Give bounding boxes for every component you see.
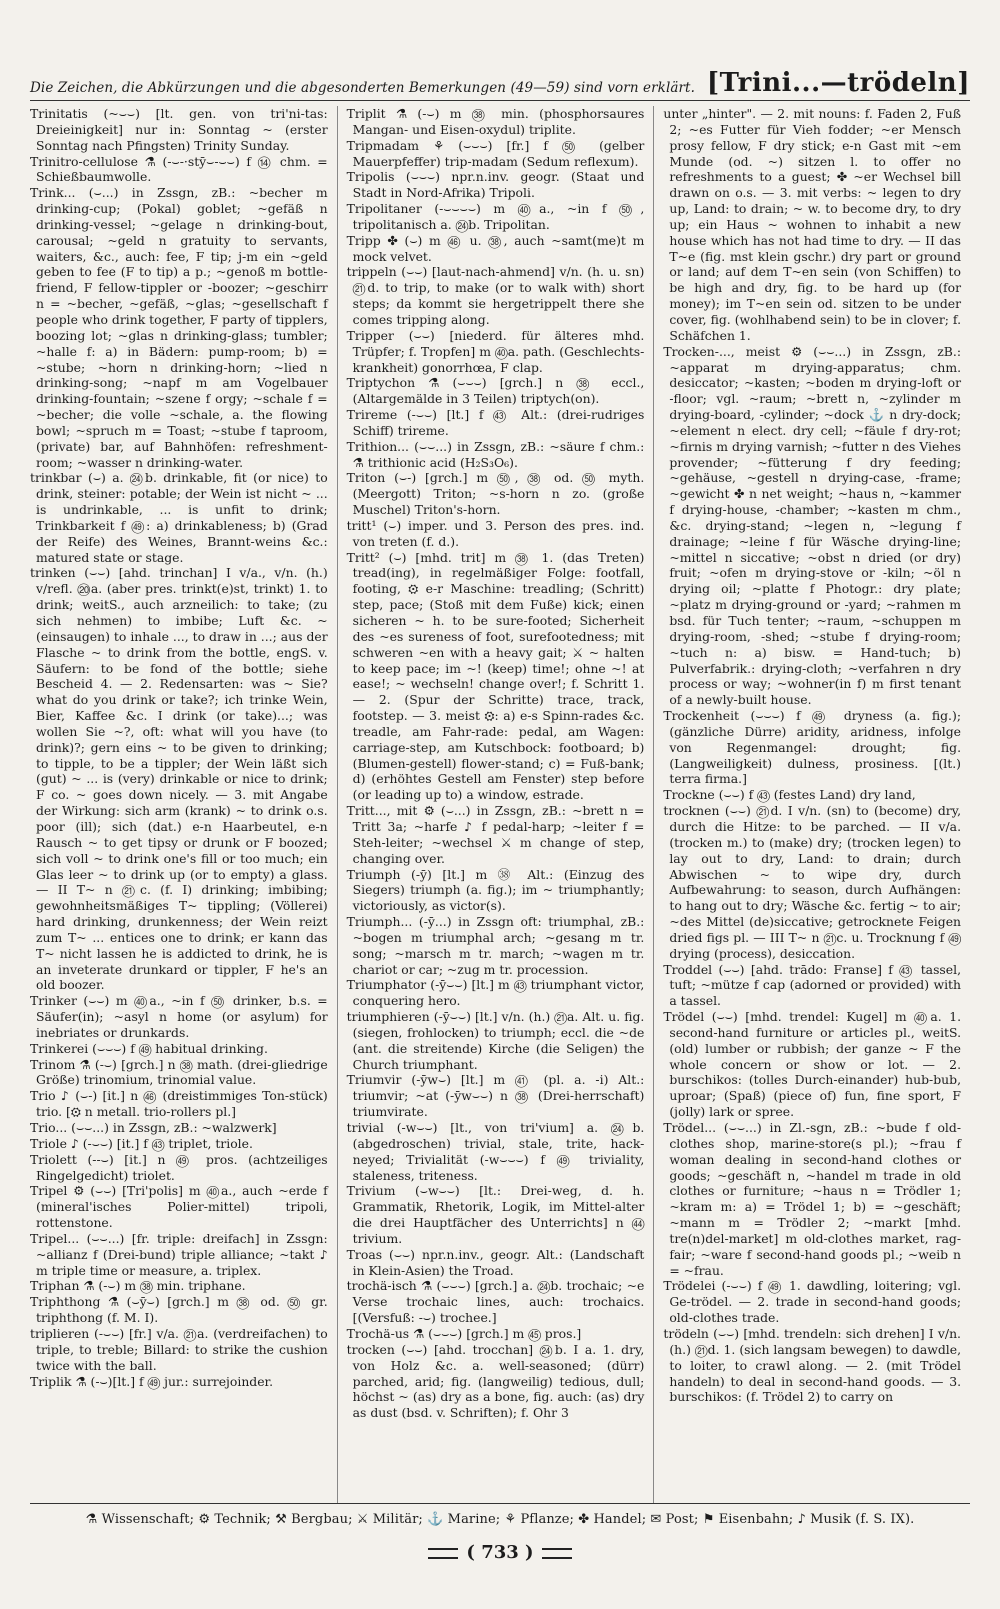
dictionary-entry: Tripmadam ⚘ (⌣⌣⌣) [fr.] f ㊿ (gelber Mauerpfeffer) trip-madam (Sedum reflexum).	[346, 137, 645, 169]
header-entry-range: [Trini...—trödeln]	[706, 68, 970, 98]
dictionary-entry: Trinker (⌣⌣) m ㊵a., ~in f ㊿ drinker, b.s. = Säufer(in); ~asyl n home (or asylum) for inebriates or drunkards.	[30, 993, 328, 1040]
dictionary-entry: Triumph... (-ȳ...) in Zssgn oft: triumphal, zB.: ~bogen m triumphal arch; ~gesang m tr. song; ~marsch m tr. march; ~wagen m tr. chariot or car; ~zug m tr. procession.	[346, 914, 645, 977]
dictionary-entry: Trödelei (-⌣⌣) f ㊾ 1. dawdling, loitering; vgl. Ge-trödel. — 2. trade in second-hand goods; old-clothes trade.	[663, 1278, 962, 1326]
dictionary-entry: Tripolitaner (-⌣⌣⌣⌣) m ㊵a., ~in f ㊿, tripolitanisch a. ㉔b. Tripolitan.	[346, 201, 645, 232]
dictionary-entry: triplieren (-⌣⌣) [fr.] v/a. ㉑a. (verdreifachen) to triple, to treble; Billard: to strike the cushion twice with the ball.	[30, 1325, 328, 1373]
dictionary-entry: trocken (⌣⌣) [ahd. trocchan] ㉔b. I a. 1. dry, von Holz &c. a. well-seasoned; (dürr) parched, arid; fig. (langweilig) tedious, dull; höchst ~ (as) dry as a bone, fig. auch: (as) dry as dust (bsd. v. Schriften); f. Ohr 3	[346, 1341, 645, 1421]
dictionary-entry: Trio... (⌣⌣...) in Zssgn, zB.: ~walzwerk]	[30, 1120, 277, 1135]
dictionary-entry: trochä-isch ⚗ (⌣⌣⌣) [grch.] a. ㉔b. trochaic; ~e Verse trochaic lines, auch: trochaics. [(Versfuß: -⌣) trochee.]	[346, 1278, 645, 1326]
page-number-ornament-left	[428, 1548, 458, 1559]
dictionary-entry: Trithion... (⌣⌣...) in Zssgn, zB.: ~säure f chm.: ⚗ trithionic acid (H₂S₃O₆).	[346, 438, 645, 470]
dictionary-entry: Triton (⌣-) [grch.] m ㊿, ㊳ od. ㊿ myth. (Meergott) Triton; ~s-horn n zo. (große Muschel) Triton's-horn.	[346, 470, 645, 518]
dictionary-entry: Tripp ✤ (⌣) m ㊻ u. ㊳, auch ~samt(me)t m mock velvet.	[346, 232, 645, 264]
page-number-text: ( 733 )	[466, 1542, 534, 1563]
dictionary-entry: Troas (⌣⌣) npr.n.inv., geogr. Alt.: (Landschaft in Klein-Asien) the Troad.	[346, 1246, 645, 1278]
symbol-legend: ⚗ Wissenschaft; ⚙ Technik; ⚒ Bergbau; ⚔ Militär; ⚓ Marine; ⚘ Pflanze; ✤ Handel; ✉ Post; ⚑ Eisenbahn; ♪ Musik (f. S. IX).	[85, 1512, 915, 1527]
dictionary-entry: trippeln (⌣⌣) [laut-nach-ahmend] v/n. (h. u. sn) ㉑d. to trip, to make (or to walk with) short steps; da kommt sie hergetrippelt there she comes tripping along.	[346, 264, 645, 327]
dictionary-entry: Trinitro-cellulose ⚗ (-⌣-·stȳ⌣-⌣⌣) f ⑭ chm. = Schießbaumwolle.	[30, 153, 328, 185]
dictionary-entry: Triumvir (-ȳw⌣) [lt.] m ㊶ (pl. a. -i) Alt.: triumvir; ~at (-ȳw⌣⌣) n ㊳ (Drei-herrschaft) triumvirate.	[346, 1072, 645, 1120]
column-1	[30, 106, 338, 1504]
dictionary-entry: Triole ♪ (-⌣⌣) [it.] f ㊸ triplet, triole.	[30, 1135, 253, 1151]
dictionary-entry: Trockne (⌣⌣) f ㊸ (festes Land) dry land,	[663, 787, 916, 803]
dictionary-entry: Trocken-..., meist ⚙ (⌣⌣...) in Zssgn, zB.: ~apparat m drying-apparatus; chm. desiccator; ~kasten; ~boden m drying-loft or -floor; vgl. ~raum; ~brett n, ~zylinder m drying-board, -cylinder; ~dock ⚓ n dry-dock; ~element n elect. dry cell; ~fäule f dry-rot; ~firnis m drying varnish; ~futter n des Viehes provender; ~fütterung f dry feeding; ~gehäuse, ~gestell n drying-case, -frame; ~gewicht ✤ n net weight; ~haus n, ~kammer f drying-house, -chamber; ~kasten m chm., &c. drying-stand; ~legen n, ~legung f drainage; ~leine f für Wäsche drying-line; ~mittel n siccative; ~obst n dried (or dry) fruit; ~ofen m drying-stove or -kiln; ~öl n drying oil; ~platte f Photogr.: dry plate; ~platz m drying-ground or -yard; ~rahmen m bsd. für Tuch tenter; ~raum, ~schuppen m drying-room, -shed; ~stube f drying-room; ~tuch n: a) bisw. = Hand-tuch; b) Pulverfabrik.: drying-cloth; ~verfahren n dry process or way; ~wohner(in f) m first tenant of a newly-built house.	[663, 343, 962, 708]
dictionary-entry: Trochä-us ⚗ (⌣⌣⌣) [grch.] m ㊺ pros.]	[346, 1325, 582, 1341]
columns	[30, 106, 970, 1504]
dictionary-entry: Triumph (-ȳ) [lt.] m ㊳ Alt.: (Einzug des Siegers) triumph (a. fig.); im ~ triumphantly; victoriously, as victor(s).	[346, 866, 645, 914]
dictionary-entry: tritt¹ (⌣) imper. und 3. Person des pres. ind. von treten (f. d.).	[346, 517, 645, 549]
dictionary-entry: Trödel (⌣⌣) [mhd. trendel: Kugel] m ㊵a. 1. second-hand furniture or articles pl., weitS. (old) lumber or rubbish; der ganze ~ F the whole concern or show or lot. — 2. burschikos: (tolles Durch-einander) hub-bub, uproar; (Spaß) (piece of) fun, fine sport, F (jolly) lark or spree.	[663, 1009, 962, 1120]
dictionary-entry: Tripper (⌣⌣) [niederd. für älteres mhd. Trüpfer; f. Tropfen] m ㊵a. path. (Geschlechts-krankheit) gonorrhœa, F clap.	[346, 327, 645, 375]
dictionary-entry: Triptychon ⚗ (⌣⌣⌣) [grch.] n ㊳ eccl., (Altargemälde in 3 Teilen) triptych(on).	[346, 375, 645, 407]
dictionary-entry: trocknen (⌣⌣) ㉑d. I v/n. (sn) to (become) dry, durch die Hitze: to be parched. — II v/a. (trocken m.) to (make) dry; (trocken legen) to lay out to dry, Land: to drain; durch Abwischen ~ to wipe dry, durch Aufbewahrung: to season, durch Aufhängen: to hang out to dry; Wäsche &c. fertig ~ to air; ~des Mittel (de)siccative; getrocknete Feigen dried figs pl. — III T~ n ㉑c. u. Trocknung f ㊾ drying (process), desiccation.	[663, 803, 962, 961]
dictionary-entry: Trink... (⌣...) in Zssgn, zB.: ~becher m drinking-cup; (Pokal) goblet; ~gefäß n drinking-vessel; ~gelage n drinking-bout, carousal; ~geld n gratuity to servants, waiters, &c., auch: fee, F tip; j-m ein ~geld geben to fee (F to tip) a p.; ~genoß m bottle-friend, F fellow-tippler or -boozer; ~geschirr n = ~becher, ~gefäß, ~glas; ~gesellschaft f people who drink together, F party of tipplers, boozing lot; ~glas n drinking-glass; tumbler; ~halle f: a) in Bädern: pump-room; b) = ~stube; ~horn n drinking-horn; ~lied n drinking-song; ~napf m am Vogelbauer drinking-fountain; ~szene f orgy; ~schale f = ~becher; die volle ~schale, a. the flowing bowl; ~spruch m = Toast; ~stube f taproom, (private) bar, auf Bahnhöfen: refreshment-room; ~wasser n drinking-water.	[30, 185, 328, 470]
dictionary-entry: trödeln (⌣⌣) [mhd. trendeln: sich drehen] I v/n. (h.) ㉑d. 1. (sich langsam bewegen) to dawdle, to loiter, to crawl along. — 2. (mit Trödel handeln) to deal in second-hand goods. — 3. burschikos: (f. Trödel 2) to carry on	[663, 1325, 962, 1405]
dictionary-entry: trivial (-w⌣⌣) [lt., von tri'vium] a. ㉔b. (abgedroschen) trivial, stale, trite, hack-neyed; Trivialität (-w⌣⌣⌣) f ㊾ triviality, staleness, triteness.	[346, 1120, 645, 1183]
dictionary-entry: triumphieren (-ȳ⌣⌣) [lt.] v/n. (h.) ㉑a. Alt. u. fig. (siegen, frohlocken) to triumph; eccl. die ~de (ant. die streitende) Kirche (die Seligen) the Church triumphant.	[346, 1009, 645, 1072]
column-3	[654, 106, 970, 1504]
dictionary-entry: Tripel ⚙ (⌣⌣) [Tri'polis] m ㊵a., auch ~erde f (mineral'isches Polier-mittel) tripoli, rottenstone.	[30, 1183, 328, 1231]
dictionary-entry: Triphan ⚗ (-⌣) m ㊳ min. triphane.	[30, 1278, 246, 1294]
dictionary-entry: Triumphator (-ȳ⌣⌣) [lt.] m ㊸ triumphant victor, conquering hero.	[346, 977, 645, 1009]
page-number-ornament-right	[542, 1548, 572, 1559]
header-rule	[30, 100, 970, 101]
page-number	[0, 1542, 1000, 1563]
dictionary-entry: Trireme (-⌣⌣) [lt.] f ㊸ Alt.: (drei-rudriges Schiff) trireme.	[346, 407, 645, 438]
dictionary-entry: Trinom ⚗ (-⌣) [grch.] n ㊳ math. (drei-gliedrige Größe) trinomium, trinomial value.	[30, 1056, 328, 1088]
footer-rule	[30, 1503, 970, 1504]
dictionary-entry: Tripolis (⌣⌣⌣) npr.n.inv. geogr. (Staat und Stadt in Nord-Afrika) Tripoli.	[346, 169, 645, 201]
dictionary-entry: Tritt..., mit ⚙ (⌣...) in Zssgn, zB.: ~brett n = Tritt 3a; ~harfe ♪ f pedal-harp; ~leiter f = Steh-leiter; ~wechsel ⚔ m change of step, changing over.	[346, 803, 645, 866]
column-2	[338, 106, 655, 1504]
dictionary-entry: unter „hinter". — 2. mit nouns: f. Faden 2, Fuß 2; ~es Futter für Vieh fodder; ~er Mensch prosy fellow, F dry stick; e-n Gast mit ~em Munde (od. ~) sitzen l. to offer no refreshments to a guest; ✤ ~er Wechsel bill drawn on o.s. — 3. mit verbs: ~ legen to dry up, Land: to drain; ~ w. to become dry, to dry up; ein Haus ~ wohnen to inhabit a new house which has not had time to dry. — II das T~e (fig. mst klein gschr.) dry part or ground or land; auf dem T~en sein (von Schiffen) to be high and dry, fig. to be hard up (for money); im T~en sein od. sitzen to be under cover, fig. (wohlhabend sein) to be in clover; f. Schäfchen 1.	[663, 106, 962, 343]
dictionary-entry: Trinitatis (~⌣⌣) [lt. gen. von tri'ni-tas: Dreieinigkeit] nur in: Sonntag ~ (erster Sonntag nach Pfingsten) Trinity Sunday.	[30, 106, 328, 153]
dictionary-entry: Trivium (⌣w⌣⌣) [lt.: Drei-weg, d. h. Grammatik, Rhetorik, Logik, im Mittel-alter die drei Hauptfächer des Unterrichts] n ㊹ trivium.	[346, 1183, 645, 1246]
dictionary-entry: Triplik ⚗ (-⌣)[lt.] f ㊾ jur.: surrejoinder.	[30, 1373, 274, 1389]
dictionary-entry: trinkbar (⌣) a. ㉔b. drinkable, fit (or nice) to drink, steiner: potable; der Wein ist nicht ~ ... is undrinkable, ... is unfit to drink; Trinkbarkeit f ㊾: a) drinkableness; b) (Grad der Reife) des Weines, Brannt-weins &c.: matured state or stage.	[30, 470, 328, 565]
dictionary-entry: Trödel... (⌣⌣...) in Zl.-sgn, zB.: ~bude f old-clothes shop, marine-store(s pl.); ~frau f woman dealing in second-hand clothes or goods; ~geschäft n, ~handel m trade in old clothes or furniture; ~haus n = Trödler 1; ~kram m: a) = Trödel 1; b) = ~geschäft; ~mann m = Trödler 2; ~markt [mhd. tre(n)del-market] m old-clothes market, rag-fair; ~ware f second-hand goods pl.; ~weib n = ~frau.	[663, 1120, 962, 1278]
dictionary-entry: Triplit ⚗ (-⌣) m ㊳ min. (phosphorsaures Mangan- und Eisen-oxydul) triplite.	[346, 106, 645, 137]
dictionary-entry: Trinkerei (⌣⌣⌣) f ㊾ habitual drinking.	[30, 1040, 268, 1056]
page-header	[30, 62, 970, 98]
dictionary-entry: Triolett (--⌣) [it.] n ㊾ pros. (achtzeiliges Ringelgedicht) triolet.	[30, 1151, 328, 1183]
dictionary-entry: trinken (⌣⌣) [ahd. trinchan] I v/a., v/n. (h.) v/refl. ⑳a. (aber pres. trinkt(e)st, trinkt) 1. to drink; weitS., auch arzneilich: to take; (zu sich nehmen) to imbibe; Luft &c. ~ (einsaugen) to inhale ..., to draw in ...; aus der Flasche ~ to drink from the bottle, engS. v. Säufern: to be fond of the bottle; siehe Bescheid 4. — 2. Redensarten: was ~ Sie? what do you drink or take?; ich trinke Wein, Bier, Kaffee &c. I drink (or take)...; was wollen Sie ~?, oft: what will you have (to drink)?; gern eins ~ to be given to drinking; to tipple, to be a tippler; der Wein läßt sich (gut) ~ ... is (very) drinkable or nice to drink; F co. ~ goes down nicely. — 3. mit Angabe der Wirkung: sich arm (krank) ~ to drink o.s. poor (ill); sich (dat.) e-n Haarbeutel, e-n Rausch ~ to get tipsy or drunk or F boozed; sich voll ~ to drink one's fill or too much; ein Glas leer ~ to drink up (or to empty) a glass. — II T~ n ㉑c. (f. I) drinking; imbibing; gewohnheitsmäßiges T~ tippling; (Völlerei) hard drinking, drunkenness; der Wein reizt zum T~ ... entices one to drink; er kann das T~ nicht lassen he is addicted to drink, he is an inveterate drunkard or tippler, F he's an old boozer.	[30, 565, 328, 993]
dictionary-entry: Trockenheit (⌣⌣⌣) f ㊾ dryness (a. fig.); (gänzliche Dürre) aridity, aridness, infolge von Regenmangel: drought; fig. (Langweiligkeit) dulness, prosiness. [(lt.) terra firma.]	[663, 708, 962, 787]
dictionary-entry: Tripel... (⌣⌣...) [fr. triple: dreifach] in Zssgn: ~allianz f (Drei-bund) triple alliance; ~takt ♪ m triple time or measure, a. triplex.	[30, 1230, 328, 1278]
header-note: Die Zeichen, die Abkürzungen und die abgesonderten Bemerkungen (49—59) sind vorn erklärt.	[30, 80, 695, 96]
dictionary-entry: Triphthong ⚗ (⌣ȳ⌣) [grch.] m ㊳ od. ㊿ gr. triphthong (f. M. I).	[30, 1294, 328, 1326]
dictionary-entry: Tritt² (⌣) [mhd. trit] m ㊳ 1. (das Treten) tread(ing), in regelmäßiger Folge: footfall, footing, ⚙ e-r Maschine: treadling; (Schritt) step, pace; (Stoß mit dem Fuße) kick; einen sicheren ~ h. to be sure-footed; Sicherheit des ~es sureness of foot, surefootedness; mit schweren ~en with a heavy gait; ⚔ ~ halten to keep pace; im ~! (keep) time!; ohne ~! at ease!; ~ wechseln! change over!; f. Schritt 1. — 2. (Spur der Schritte) trace, track, footstep. — 3. meist ⚙: a) e-s Spinn-rades &c. treadle, am Fahr-rade: pedal, am Wagen: carriage-step, am Kutschbock: footboard; b) (Blumen-gestell) flower-stand; c) = Fuß-bank; d) (erhöhtes Gestell am Fenster) step before (or leading up to) a window, estrade.	[346, 549, 645, 803]
dictionary-entry: Trio ♪ (⌣-) [it.] n ㊻ (dreistimmiges Ton-stück) trio. [⚙ n metall. trio-rollers pl.]	[30, 1088, 328, 1120]
dictionary-entry: Troddel (⌣⌣) [ahd. trādo: Franse] f ㊸ tassel, tuft; ~mütze f cap (adorned or provided) with a tassel.	[663, 961, 962, 1009]
